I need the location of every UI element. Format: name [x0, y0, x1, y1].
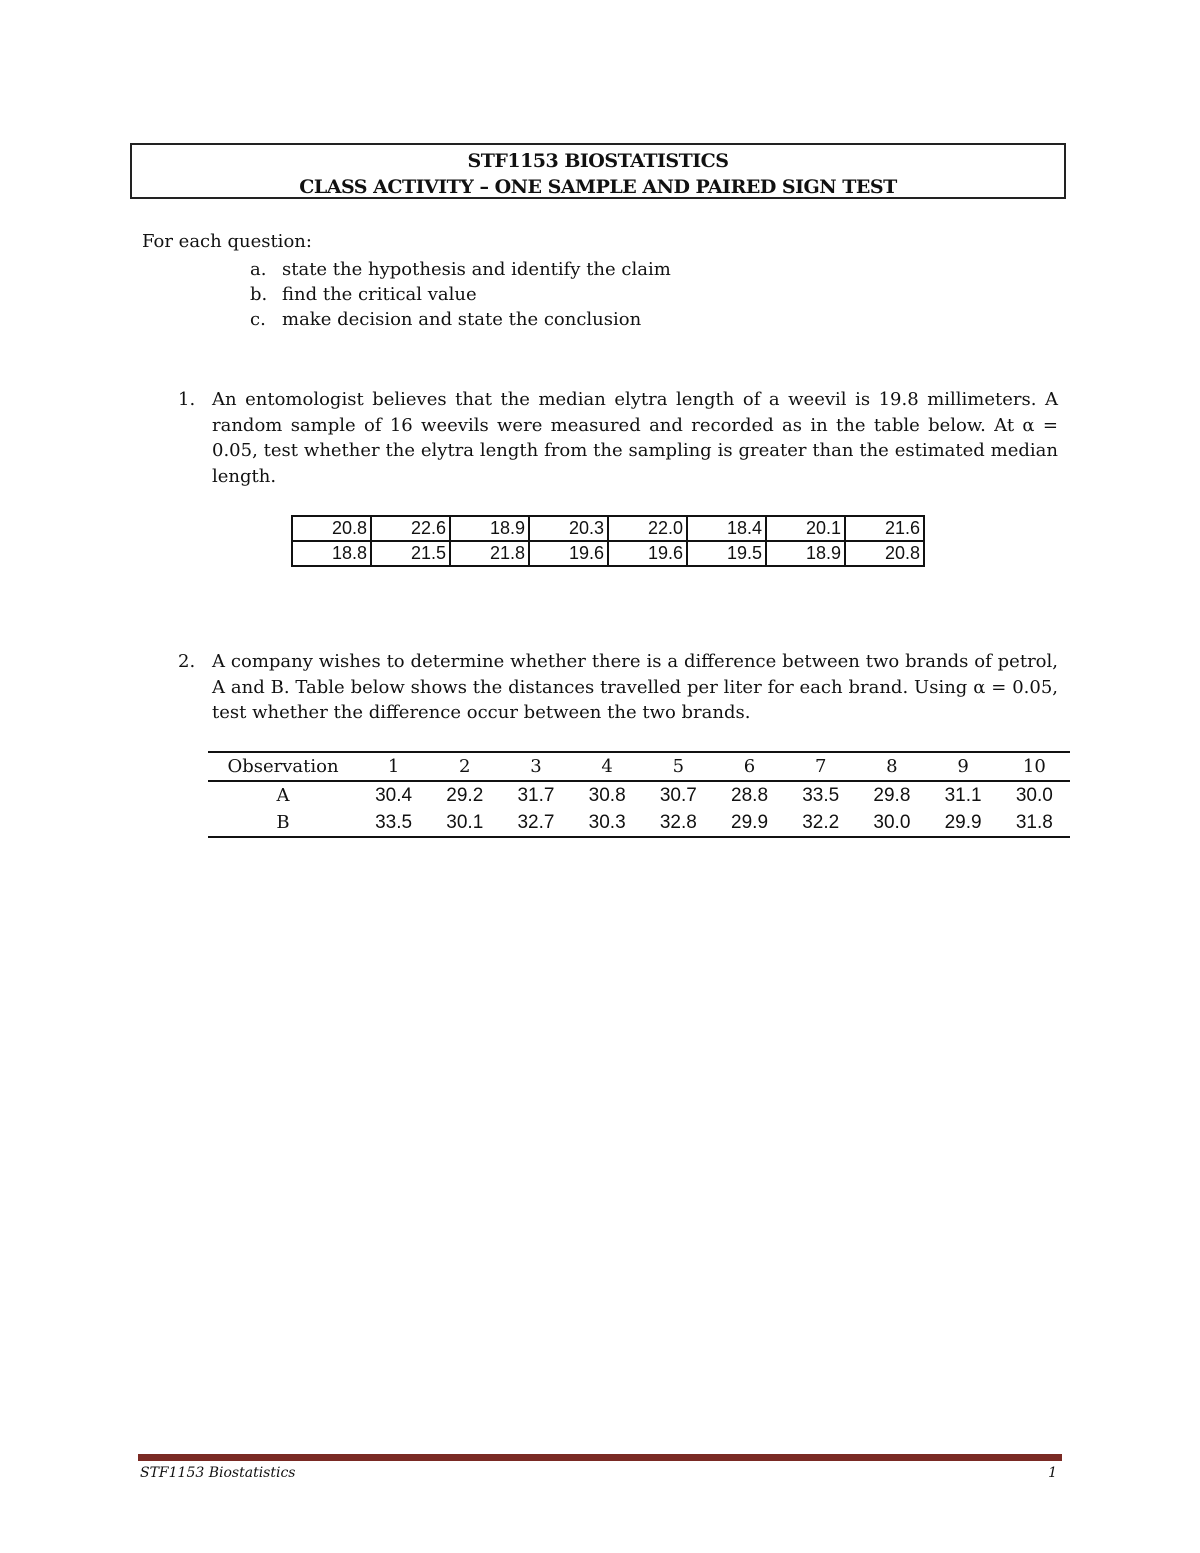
- table-cell: 30.3: [572, 809, 643, 837]
- table-cell: 21.5: [371, 541, 450, 566]
- table-cell: 28.8: [731, 785, 769, 806]
- table-cell: 33.5: [802, 785, 840, 806]
- table-cell: 29.8: [873, 785, 911, 806]
- column-header: Observation: [208, 752, 358, 781]
- table-cell: 21.6: [845, 516, 924, 541]
- table-cell: 18.8: [292, 541, 371, 566]
- table-cell: 32.2: [785, 809, 856, 837]
- title-box: [130, 143, 1066, 199]
- table-cell: 18.9: [450, 516, 529, 541]
- question-text: An entomologist believes that the median elytra length of a weevil is 19.8 millimeters. A random sample of 16 weevils were measured and recorded as in the table below. At α = 0.05, test whether the elytra length from the sampling is greater than the estimated median length.: [212, 389, 1058, 487]
- instruction-text: state the hypothesis and identify the claim: [282, 259, 671, 280]
- table-cell: 19.6: [608, 541, 687, 566]
- table-cell: 30.7: [659, 785, 697, 806]
- column-header: 4: [572, 752, 643, 781]
- table-cell: 32.8: [643, 809, 714, 837]
- instruction-text: find the critical value: [282, 284, 477, 305]
- footer-rule: [138, 1454, 1062, 1461]
- instruction-item: [250, 282, 671, 307]
- table-cell: 22.6: [371, 516, 450, 541]
- instruction-label: c.: [250, 309, 266, 330]
- question-text: A company wishes to determine whether there is a difference between two brands of petrol, A and B. Table below shows the distances travelled per liter for each brand. Using α = 0.05, test whether the difference occur between the two brands.: [212, 651, 1058, 723]
- table-cell: 20.8: [845, 541, 924, 566]
- table-cell: 18.4: [687, 516, 766, 541]
- table-cell: 31.8: [999, 809, 1070, 837]
- table-header-row: [208, 752, 1070, 781]
- table-cell: 19.5: [687, 541, 766, 566]
- column-header: 7: [785, 752, 856, 781]
- table-cell: 30.8: [588, 785, 626, 806]
- table-cell: 20.3: [529, 516, 608, 541]
- table-row: [208, 781, 1070, 809]
- table-cell: 31.1: [944, 785, 982, 806]
- question-number: 1.: [178, 389, 196, 410]
- weevil-data-table: [291, 515, 925, 567]
- row-label: A: [276, 785, 290, 806]
- table-cell: 30.1: [429, 809, 500, 837]
- table-cell: 29.2: [446, 785, 484, 806]
- table-cell: 30.4: [375, 785, 413, 806]
- table-cell: 32.7: [500, 809, 571, 837]
- table-cell: 21.8: [450, 541, 529, 566]
- column-header: 2: [429, 752, 500, 781]
- instructions-intro: For each question:: [142, 231, 312, 252]
- column-header: 9: [928, 752, 999, 781]
- instruction-text: make decision and state the conclusion: [282, 309, 642, 330]
- footer-course-name: STF1153 Biostatistics: [140, 1465, 296, 1481]
- table-cell: 29.9: [928, 809, 999, 837]
- table-row: [208, 809, 1070, 837]
- table-cell: 30.0: [856, 809, 927, 837]
- table-cell: 31.7: [517, 785, 555, 806]
- instruction-item: [250, 257, 671, 282]
- column-header: 5: [643, 752, 714, 781]
- table-cell: 20.1: [766, 516, 845, 541]
- question-number: 2.: [178, 651, 196, 672]
- column-header: 10: [999, 752, 1070, 781]
- table-cell: 19.6: [529, 541, 608, 566]
- table-cell: 33.5: [358, 809, 429, 837]
- page-number: 1: [1048, 1465, 1057, 1481]
- instruction-label: a.: [250, 259, 267, 280]
- course-title: STF1153 BIOSTATISTICS: [467, 150, 729, 172]
- column-header: 6: [714, 752, 785, 781]
- petrol-data-table: [208, 751, 1070, 838]
- instructions-list: [250, 257, 671, 332]
- row-label: B: [208, 809, 358, 837]
- instruction-label: b.: [250, 284, 268, 305]
- instruction-item: [250, 307, 671, 332]
- activity-title: CLASS ACTIVITY – ONE SAMPLE AND PAIRED SIGN TEST: [299, 176, 897, 198]
- question-2: [178, 649, 1058, 726]
- table-row: [292, 541, 924, 566]
- column-header: 3: [500, 752, 571, 781]
- table-cell: 29.9: [714, 809, 785, 837]
- table-cell: 30.0: [1015, 785, 1053, 806]
- question-1: [178, 387, 1058, 489]
- table-cell: 18.9: [766, 541, 845, 566]
- column-header: 1: [358, 752, 429, 781]
- table-cell: 22.0: [608, 516, 687, 541]
- table-cell: 20.8: [292, 516, 371, 541]
- table-row: [292, 516, 924, 541]
- column-header: 8: [856, 752, 927, 781]
